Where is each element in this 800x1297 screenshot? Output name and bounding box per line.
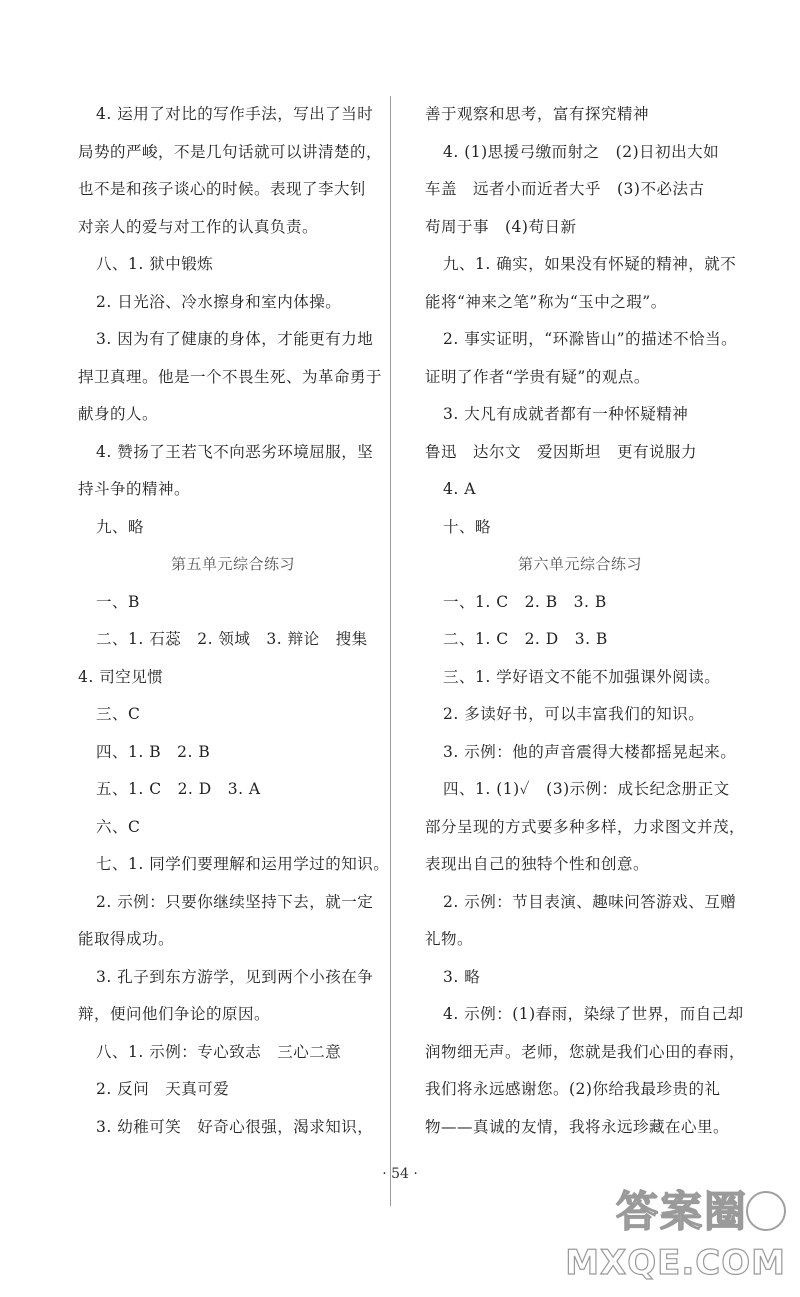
answer-line: 3. 孔子到东方游学，见到两个小孩在争 xyxy=(96,967,374,986)
watermark-badge-icon xyxy=(746,1191,786,1231)
answer-line: 二、1. C 2. D 3. B xyxy=(443,630,608,648)
answer-line: 苟周于事 (4)苟日新 xyxy=(425,217,577,236)
answer-line: 表现出自己的独特个性和创意。 xyxy=(425,855,650,873)
answer-line: 物——真诚的友情，我将永远珍藏在心里。 xyxy=(425,1117,730,1136)
answer-line: 4. (1)思援弓缴而射之 (2)日初出大如 xyxy=(443,142,720,161)
section-heading: 第五单元综合练习 xyxy=(170,555,295,573)
watermark-url: MXQE.COM xyxy=(565,1243,786,1283)
answer-line: 也不是和孩子谈心的时候。表现了李大钊 xyxy=(78,180,367,198)
answer-line: 润物细无声。老师，您就是我们心田的春雨， xyxy=(425,1042,746,1061)
column-divider xyxy=(390,96,391,1206)
section-heading: 第六单元综合练习 xyxy=(517,555,642,573)
answer-line: 礼物。 xyxy=(425,930,474,948)
answer-line: 证明了作者“学贵有疑”的观点。 xyxy=(425,367,650,386)
answer-line: 善于观察和思考，富有探究精神 xyxy=(425,105,650,123)
answer-line: 九、1. 确实，如果没有怀疑的精神，就不 xyxy=(443,255,737,273)
left-column xyxy=(78,96,388,1146)
answer-line: 二、1. 石蕊 2. 领域 3. 辩论 搜集 xyxy=(96,630,368,648)
answer-line: 3. 示例：他的声音震得大楼都摇晃起来。 xyxy=(443,742,737,761)
answer-line: 七、1. 同学们要理解和运用学过的知识。 xyxy=(96,855,390,873)
answer-line: 献身的人。 xyxy=(78,405,159,423)
answer-line: 2. 日光浴、冷水擦身和室内体操。 xyxy=(96,292,342,311)
right-column xyxy=(425,96,746,1146)
answer-line: 2. 多读好书，可以丰富我们的知识。 xyxy=(443,705,705,723)
answer-line: 一、1. C 2. B 3. B xyxy=(443,592,607,611)
answer-line: 3. 略 xyxy=(443,967,481,986)
answer-line: 六、C xyxy=(96,817,141,836)
answer-line: 对亲人的爱与对工作的认真负责。 xyxy=(78,217,319,236)
answer-line: 局势的严峻，不是几句话就可以讲清楚的， xyxy=(78,142,383,161)
answer-line: 4. 示例：(1)春雨，染绿了世界，而自己却 xyxy=(443,1005,744,1023)
answer-line: 2. 事实证明，“环滁皆山”的描述不恰当。 xyxy=(443,330,738,348)
answer-line: 三、1. 学好语文不能不加强课外阅读。 xyxy=(443,667,721,686)
answer-line: 八、1. 狱中锻炼 xyxy=(96,255,214,273)
answer-line: 鲁迅 达尔文 爱因斯坦 更有说服力 xyxy=(425,442,698,461)
answer-line: 4. A xyxy=(443,480,476,498)
answer-line: 五、1. C 2. D 3. A xyxy=(96,780,261,798)
answer-line: 八、1. 示例：专心致志 三心二意 xyxy=(96,1042,342,1061)
answer-line: 捍卫真理。他是一个不畏生死、为革命勇于 xyxy=(78,367,383,386)
answer-line: 2. 示例：节目表演、趣味问答游戏、互赠 xyxy=(443,892,737,911)
answer-line: 能将“神来之笔”称为“玉中之瑕”。 xyxy=(425,292,667,311)
answer-line: 十、略 xyxy=(443,517,492,536)
answer-line: 持斗争的精神。 xyxy=(78,480,191,498)
answer-line: 能取得成功。 xyxy=(78,930,175,948)
answer-line: 4. 运用了对比的写作手法，写出了当时 xyxy=(96,105,374,123)
answer-line: 4. 赞扬了王若飞不向恶劣环境屈服，坚 xyxy=(96,442,374,461)
answer-line: 四、1. B 2. B xyxy=(96,742,211,761)
answer-line: 我们将永远感谢您。(2)你给我最珍贵的礼 xyxy=(425,1080,721,1098)
answer-line: 3. 幼稚可笑 好奇心很强，渴求知识， xyxy=(96,1117,374,1136)
answer-line: 车盖 远者小而近者大乎 (3)不必法古 xyxy=(425,180,705,198)
answer-line: 3. 大凡有成就者都有一种怀疑精神 xyxy=(443,405,689,423)
answer-line: 辩，便问他们争论的原因。 xyxy=(78,1005,271,1023)
answer-line: 四、1. (1)✓ (3)示例：成长纪念册正文 xyxy=(443,780,730,798)
answer-line: 3. 因为有了健康的身体，才能更有力地 xyxy=(96,330,374,348)
watermark-title: 答案圈 xyxy=(615,1187,748,1236)
page-number: · 54 · xyxy=(382,1166,418,1182)
answer-line: 三、C xyxy=(96,705,141,723)
answer-line: 4. 司空见惯 xyxy=(78,667,164,686)
answer-line: 九、略 xyxy=(96,517,145,536)
answer-line: 部分呈现的方式要多种多样，力求图文并茂， xyxy=(425,817,746,836)
answer-line: 2. 反问 天真可爱 xyxy=(96,1080,230,1098)
answer-line: 一、B xyxy=(96,592,140,611)
watermark-logo xyxy=(565,1181,792,1291)
answer-line: 2. 示例：只要你继续坚持下去，就一定 xyxy=(96,892,374,911)
